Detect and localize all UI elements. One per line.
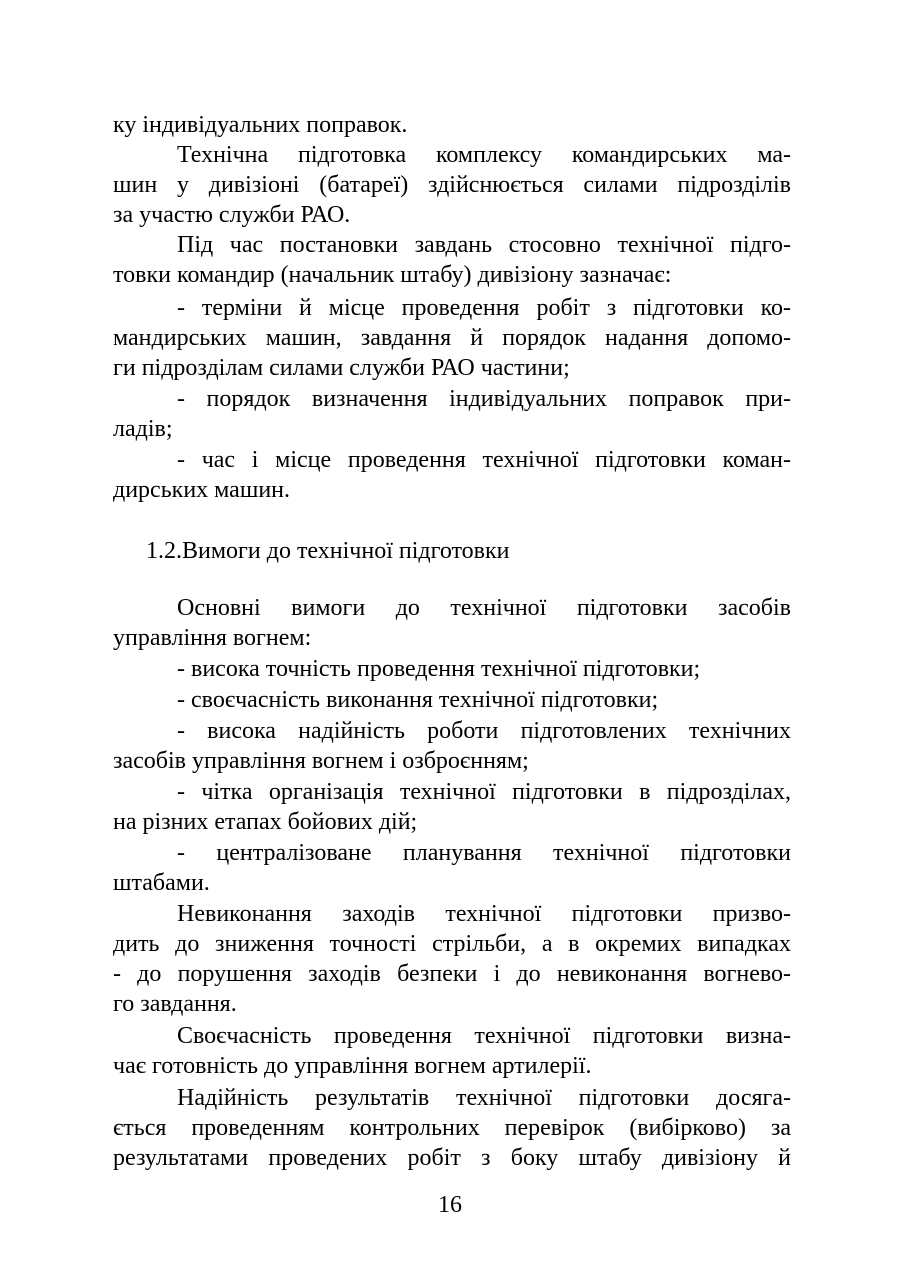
- text-line: засобів управління вогнем і озброєнням;: [113, 748, 529, 774]
- list-item-line: - своєчасність виконання технічної підготовки;: [177, 687, 659, 713]
- paragraph-first-line: Невиконання заходів технічної підготовки призво-: [177, 901, 791, 927]
- paragraph-first-line: Своєчасність проведення технічної підготовки визна-: [177, 1023, 791, 1049]
- list-item-line: - висока точність проведення технічної підготовки;: [177, 656, 701, 682]
- list-item-line: - чітка організація технічної підготовки в підрозділах,: [177, 779, 791, 805]
- text-line: ладів;: [113, 416, 173, 442]
- text-line: ється проведенням контрольних перевірок (вибірково) за: [113, 1115, 791, 1141]
- text-line: ку індивідуальних поправок.: [113, 112, 408, 138]
- section-heading: 1.2.Вимоги до технічної підготовки: [146, 538, 510, 564]
- page-number: 16: [438, 1192, 462, 1218]
- text-line: - до порушення заходів безпеки і до невиконання вогнево-: [113, 961, 791, 987]
- list-item-line: - висока надійність роботи підготовлених технічних: [177, 718, 791, 744]
- text-line: дить до зниження точності стрільби, а в окремих випадках: [113, 931, 791, 957]
- text-line: управління вогнем:: [113, 625, 312, 651]
- text-line: дирських машин.: [113, 477, 290, 503]
- paragraph-first-line: Технічна підготовка комплексу командирських ма-: [177, 142, 791, 168]
- text-line: шин у дивізіоні (батареї) здійснюється силами підрозділів: [113, 172, 791, 198]
- paragraph-first-line: Надійність результатів технічної підготовки досяга-: [177, 1085, 791, 1111]
- paragraph-first-line: Основні вимоги до технічної підготовки засобів: [177, 595, 791, 621]
- list-item-line: - терміни й місце проведення робіт з підготовки ко-: [177, 295, 791, 321]
- text-line: на різних етапах бойових дій;: [113, 809, 418, 835]
- list-item-line: - централізоване планування технічної підготовки: [177, 840, 791, 866]
- text-line: ги підрозділам силами служби РАО частини;: [113, 355, 570, 381]
- text-line: за участю служби РАО.: [113, 202, 351, 228]
- paragraph-first-line: Під час постановки завдань стосовно технічної підго-: [177, 232, 791, 258]
- text-line: товки командир (начальник штабу) дивізіону зазначає:: [113, 262, 672, 288]
- text-line: штабами.: [113, 870, 210, 896]
- text-line: мандирських машин, завдання й порядок надання допомо-: [113, 325, 791, 351]
- text-line: го завдання.: [113, 991, 237, 1017]
- text-line: чає готовність до управління вогнем артилерії.: [113, 1053, 592, 1079]
- list-item-line: - час і місце проведення технічної підготовки коман-: [177, 447, 791, 473]
- text-line: результатами проведених робіт з боку штабу дивізіону й: [113, 1145, 791, 1171]
- list-item-line: - порядок визначення індивідуальних поправок при-: [177, 386, 791, 412]
